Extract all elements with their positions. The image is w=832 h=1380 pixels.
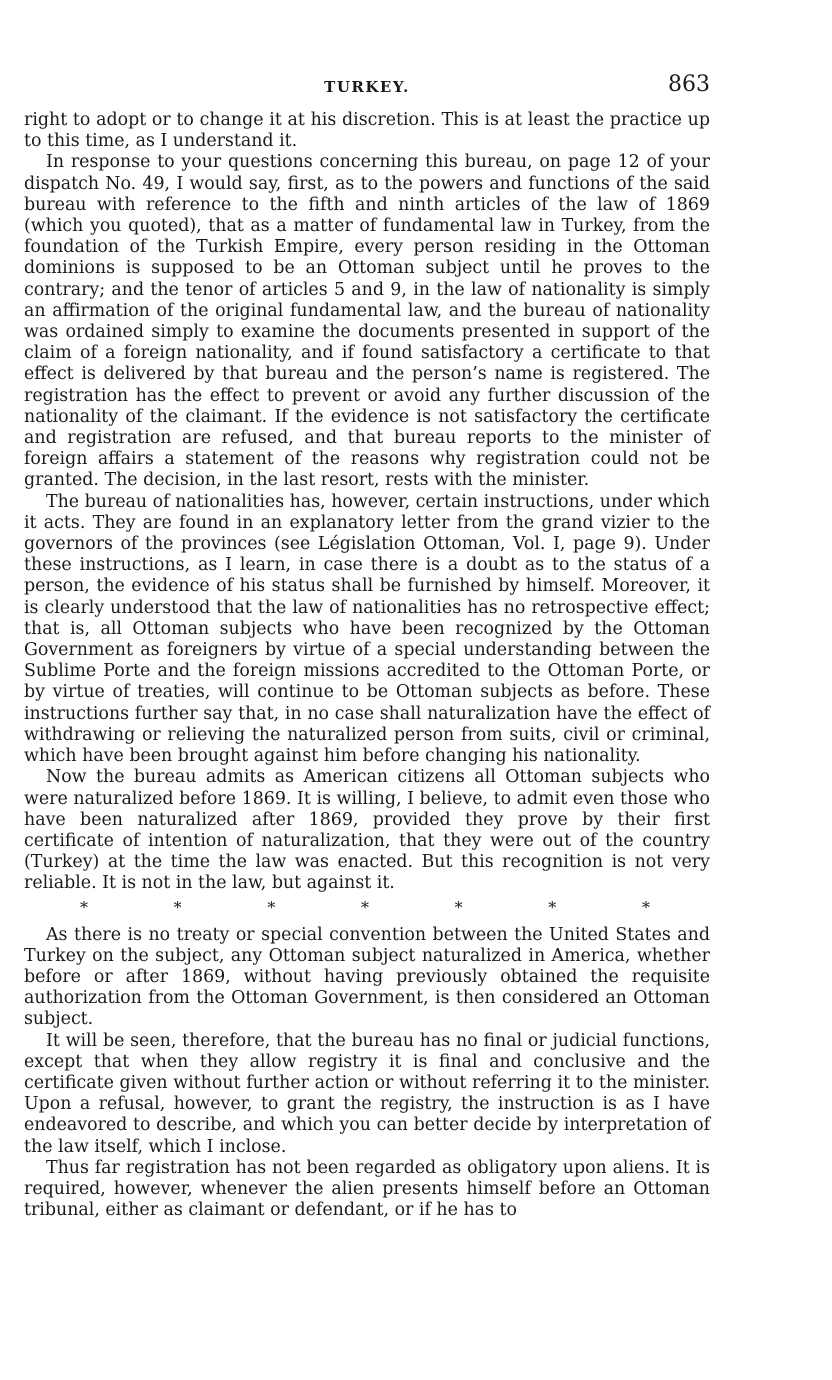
paragraph: Thus far registration has not been regarded as obligatory upon aliens. It is required, however, whenever the alien presents himself before an Ottoman tribunal, either as claimant or defendant, or if he has to <box>24 1157 710 1221</box>
asterisk: * <box>173 897 182 917</box>
paragraph: The bureau of nationalities has, however, certain instructions, under which it acts. They are found in an explanatory letter from the grand vizier to the governors of the provinces (see Législation Ottoman, Vol. I, page 9). Under these instructions, as I learn, in case there is a doubt as to the status of a person, the evidence of his status shall be furnished by himself. Moreover, it is clearly understood that the law of nationalities has no retrospective effect; that is, all Ottoman subjects who have been recognized by the Ottoman Government as foreigners by virtue of a special understanding between the Sublime Porte and the foreign missions accredited to the Ottoman Porte, or by virtue of treaties, will continue to be Ottoman subjects as before. These instructions further say that, in no case shall naturalization have the effect of withdrawing or relieving the naturalized person from suits, civil or criminal, which have been brought against him before changing his nationality. <box>24 491 711 767</box>
paragraph: In response to your questions concerning this bureau, on page 12 of your dispatch No. 49, I would say, first, as to the powers and functions of the said bureau with reference to the fifth and ninth articles of the law of 1869 (which you quoted), that as a matter of fundamental law in Turkey, from the foundation of the Turkish Empire, every person residing in the Ottoman dominions is supposed to be an Ottoman subject until he proves to the contrary; and the tenor of articles 5 and 9, in the law of nationality is simply an affirmation of the original fundamental law, and the bureau of nationality was ordained simply to examine the documents presented in support of the claim of a foreign nationality, and if found satisfactory a certificate to that effect is delivered by that bureau and the person’s name is registered. The registration has the effect to prevent or avoid any further discussion of the nationality of the claimant. If the evidence is not satisfactory the certificate and registration are refused, and that bureau reports to the minister of foreign affairs a statement of the reasons why registration could not be granted. The decision, in the last resort, rests with the minister. <box>24 152 710 491</box>
running-head: TURKEY. <box>324 78 410 96</box>
paragraph: It will be seen, therefore, that the bureau has no final or judicial functions, except that when they allow registry it is final and conclusive and the certificate given without further action or without referring it to the minister. Upon a refusal, however, to grant the registry, the instruction is as I have endeavored to describe, and which you can better decide by interpretation of the law itself, which I inclose. <box>24 1030 710 1157</box>
section-break-asterisks <box>24 897 710 919</box>
asterisk: * <box>80 897 88 917</box>
asterisk: * <box>360 897 369 917</box>
paragraph: Now the bureau admits as American citizens all Ottoman subjects who were naturalized before 1869. It is willing, I believe, to admit even those who have been naturalized after 1869, provided they prove by their first certificate of intention of naturalization, that they were out of the country (Turkey) at the time the law was enacted. But this recognition is not very reliable. It is not in the law, but against it. <box>24 767 710 894</box>
page-number: 863 <box>668 72 710 97</box>
paragraph: right to adopt or to change it at his discretion. This is at least the practice up to this time, as I understand it. <box>24 110 710 152</box>
document-page <box>24 72 710 1221</box>
body-text <box>24 110 710 1221</box>
page-header <box>24 72 710 106</box>
asterisk: * <box>548 897 557 917</box>
asterisk: * <box>267 897 276 917</box>
asterisk: * <box>454 897 463 917</box>
asterisk: * <box>641 897 650 917</box>
paragraph: As there is no treaty or special convention between the United States and Turkey on the subject, any Ottoman subject naturalized in America, whether before or after 1869, without having previously obtained the requisite authorization from the Ottoman Government, is then considered an Ottoman subject. <box>24 924 710 1030</box>
